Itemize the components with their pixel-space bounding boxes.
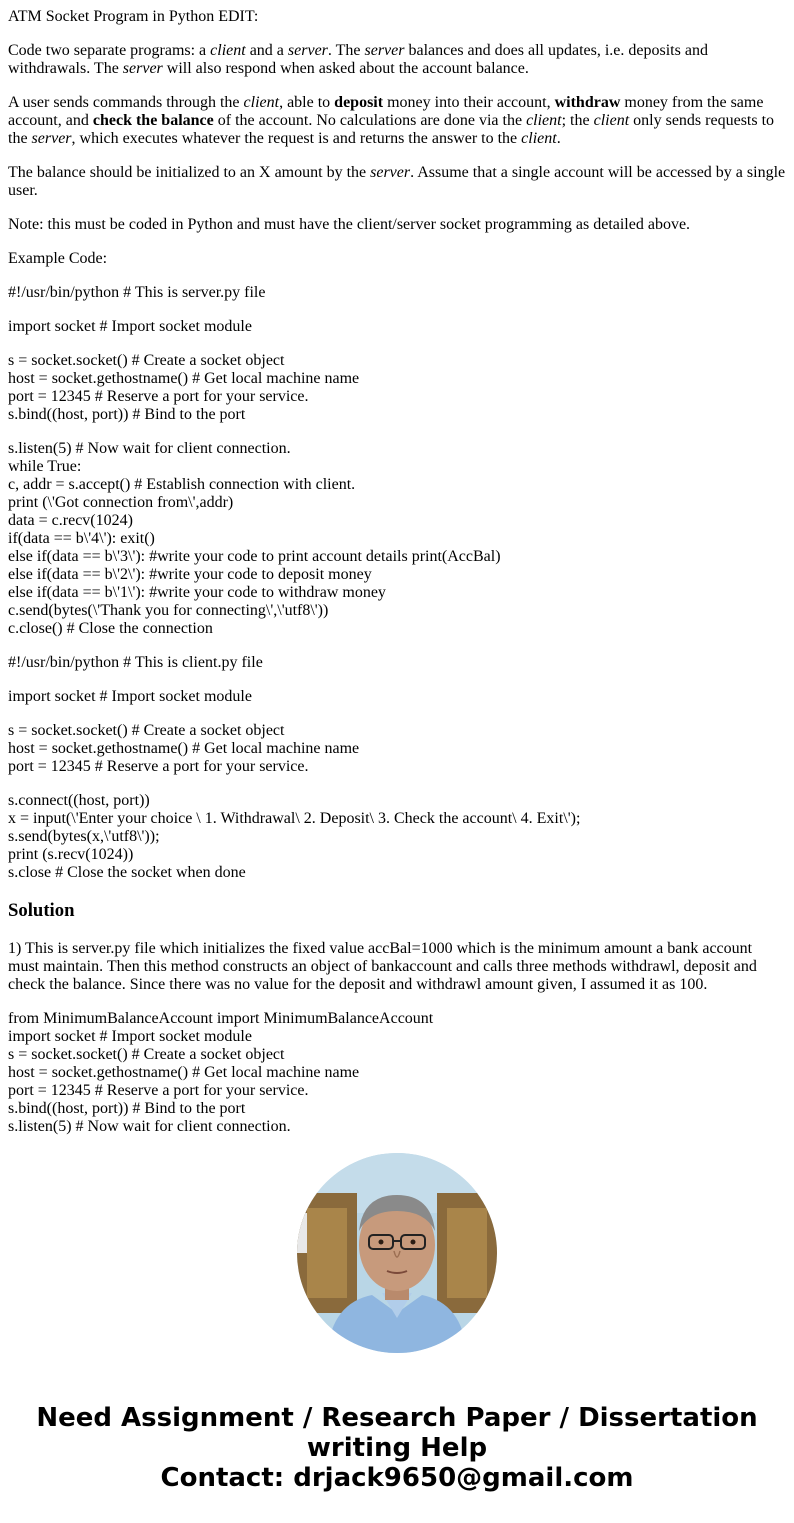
promo-footer <box>0 1403 794 1493</box>
code-line: print (s.recv(1024)) <box>8 846 134 863</box>
code-line: else if(data == b\'3\'): #write your code to print account details print(AccBal) <box>8 548 501 565</box>
italic-server: server <box>31 130 72 147</box>
code-line: s.bind((host, port)) # Bind to the port <box>8 406 246 423</box>
text-span: , able to <box>279 94 335 111</box>
text-span: ; the <box>561 112 594 129</box>
code-line: port = 12345 # Reserve a port for your service. <box>8 388 309 405</box>
client-code-block-2 <box>8 792 786 882</box>
text-span: . <box>556 130 561 147</box>
server-code-block-2 <box>8 440 786 638</box>
italic-server: server <box>122 60 163 77</box>
client-code-block-1 <box>8 722 786 776</box>
code-line: port = 12345 # Reserve a port for your service. <box>8 758 309 775</box>
code-line: else if(data == b\'1\'): #write your code to withdraw money <box>8 584 386 601</box>
code-line: s.listen(5) # Now wait for client connection. <box>8 1118 291 1135</box>
question-title: ATM Socket Program in Python EDIT: <box>8 8 259 25</box>
code-line: c.close() # Close the connection <box>8 620 213 637</box>
solution-code-block <box>8 1010 786 1136</box>
client-code-header: #!/usr/bin/python # This is client.py file <box>8 654 263 671</box>
code-line: s = socket.socket() # Create a socket object <box>8 722 285 739</box>
italic-server: server <box>287 42 328 59</box>
question-note: Note: this must be coded in Python and must have the client/server socket programming as detailed above. <box>8 216 691 233</box>
code-line: while True: <box>8 458 82 475</box>
server-code-header: #!/usr/bin/python # This is server.py file <box>8 284 266 301</box>
promo-contact: Contact: drjack9650@gmail.com <box>160 1463 634 1493</box>
text-span: of the account. No calculations are done via the <box>213 112 527 129</box>
code-line: host = socket.gethostname() # Get local machine name <box>8 1064 360 1081</box>
text-span: A user sends commands through the <box>8 94 244 111</box>
server-code-import: import socket # Import socket module <box>8 318 252 335</box>
code-line: port = 12345 # Reserve a port for your service. <box>8 1082 309 1099</box>
text-span: and a <box>245 42 288 59</box>
author-portrait-image <box>297 1153 497 1353</box>
text-span: . Assume that a single account will be accessed by a single user. <box>8 164 786 199</box>
code-line: if(data == b\'4\'): exit() <box>8 530 155 547</box>
promo-line-1: Need Assignment / Research Paper / Dissertation <box>36 1403 758 1433</box>
bold-deposit: deposit <box>334 94 384 111</box>
code-line: c.send(bytes(\'Thank you for connecting\',\'utf8\')) <box>8 602 329 619</box>
code-line: data = c.recv(1024) <box>8 512 133 529</box>
server-code-block-1 <box>8 352 786 424</box>
solution-paragraph: 1) This is server.py file which initializes the fixed value accBal=1000 which is the minimum amount a bank account must maintain. Then this method constructs an object of bankaccount and calls three methods withdrawl, deposit and check the balance. Since there was no value for the deposit and withdrawl amount given, I assumed it as 100. <box>8 940 757 993</box>
code-line: host = socket.gethostname() # Get local machine name <box>8 740 360 757</box>
code-line: x = input(\'Enter your choice \ 1. Withdrawal\ 2. Deposit\ 3. Check the account\ 4. Exit\'); <box>8 810 581 827</box>
text-span: The balance should be initialized to an X amount by the <box>8 164 371 181</box>
text-span: balances and does all updates, i.e. deposits and withdrawals. The <box>8 42 708 77</box>
italic-client: client <box>526 112 562 129</box>
question-paragraph-1 <box>8 42 786 78</box>
text-span: money from the same account, and <box>8 94 764 129</box>
promo-line-2: writing Help <box>306 1433 488 1463</box>
italic-client: client <box>243 94 280 111</box>
code-line: else if(data == b\'2\'): #write your code to deposit money <box>8 566 372 583</box>
code-line: print (\'Got connection from\',addr) <box>8 494 234 511</box>
code-line: s = socket.socket() # Create a socket object <box>8 352 285 369</box>
author-avatar <box>297 1153 497 1353</box>
italic-server: server <box>364 42 405 59</box>
question-document <box>8 0 786 1135</box>
code-line: s.connect((host, port)) <box>8 792 150 809</box>
italic-server: server <box>370 164 411 181</box>
example-code-label: Example Code: <box>8 250 108 267</box>
text-span: , which executes whatever the request is and returns the answer to the <box>71 130 522 147</box>
code-line: from MinimumBalanceAccount import MinimumBalanceAccount <box>8 1010 434 1027</box>
text-span: . The <box>327 42 365 59</box>
italic-client: client <box>593 112 630 129</box>
code-line: s.send(bytes(x,\'utf8\')); <box>8 828 160 845</box>
italic-client: client <box>210 42 246 59</box>
bold-withdraw: withdraw <box>554 94 621 111</box>
code-line: s = socket.socket() # Create a socket object <box>8 1046 285 1063</box>
text-span: will also respond when asked about the account balance. <box>162 60 529 77</box>
text-span: only sends requests to the <box>8 112 775 147</box>
question-paragraph-2 <box>8 94 786 148</box>
italic-client: client <box>521 130 557 147</box>
client-code-import: import socket # Import socket module <box>8 688 252 705</box>
code-line: s.close # Close the socket when done <box>8 864 246 881</box>
question-paragraph-3 <box>8 164 786 200</box>
bold-check-balance: check the balance <box>92 112 214 129</box>
text-span: money into their account, <box>383 94 555 111</box>
code-line: s.bind((host, port)) # Bind to the port <box>8 1100 246 1117</box>
code-line: s.listen(5) # Now wait for client connection. <box>8 440 291 457</box>
code-line: host = socket.gethostname() # Get local machine name <box>8 370 360 387</box>
text-span: Code two separate programs: a <box>8 42 211 59</box>
code-line: c, addr = s.accept() # Establish connection with client. <box>8 476 356 493</box>
code-line: import socket # Import socket module <box>8 1028 252 1045</box>
solution-heading: Solution <box>8 900 75 921</box>
